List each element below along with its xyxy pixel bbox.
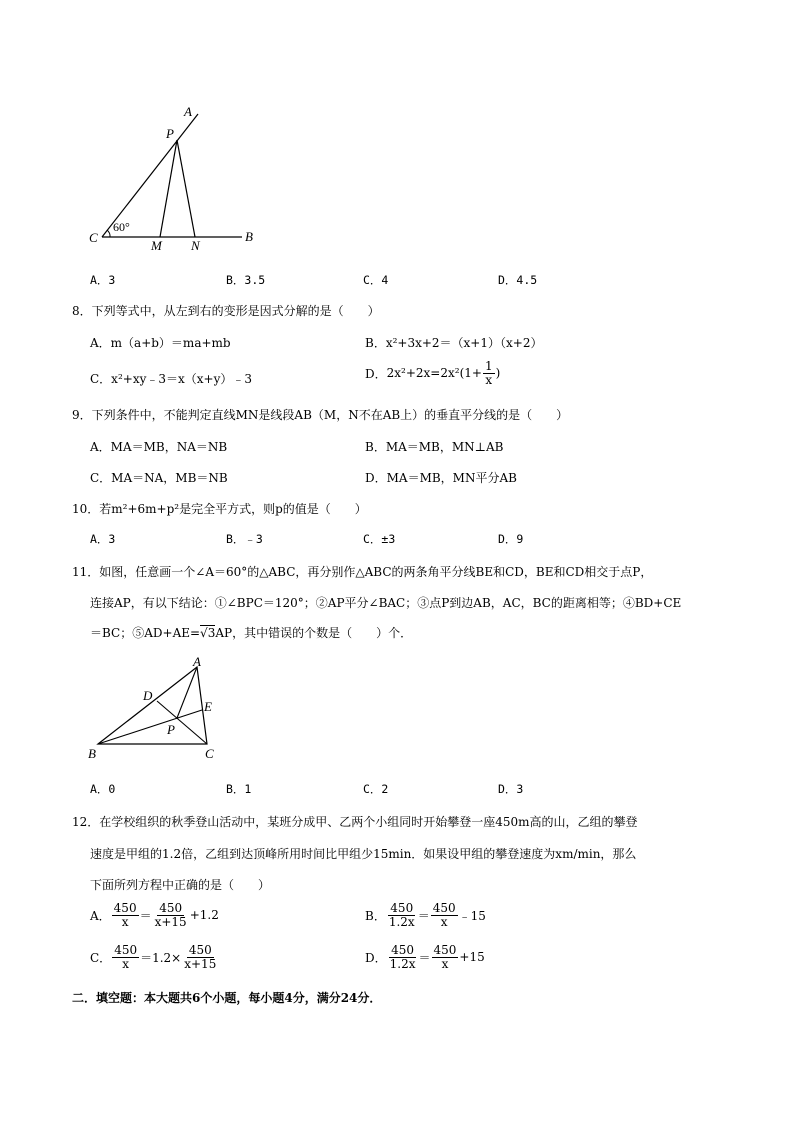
figure-angle-diagram (80, 100, 280, 260)
q11-option-a[interactable]: A．0 (90, 782, 116, 796)
q8-option-d-expr: 2x²+2x=2x²(1+ (386, 366, 482, 381)
fraction-numerator: 450 (432, 901, 456, 915)
q11-line-2: 连接AP，有以下结论：①∠BPC＝120°；②AP平分∠BAC；③点P到边AB，AC，BC的距离相等；④BD+CE (90, 596, 682, 610)
option-label: C． (90, 950, 112, 965)
q8-option-b[interactable]: B．x²+3x+2＝（x+1）（x+2） (365, 336, 543, 350)
q8-option-a[interactable]: A．m（a+b）＝ma+mb (90, 336, 231, 350)
fraction-denominator: x (121, 914, 129, 929)
q7-option-a[interactable]: A．3 (90, 273, 116, 287)
label-b: B (245, 229, 253, 244)
q7-option-b[interactable]: B．3.5 (226, 273, 266, 287)
q12-line-2: 速度是甲组的1.2倍，乙组到达顶峰所用时间比甲组少15min．如果设甲组的攀登速度为xm/min，那么 (90, 847, 637, 861)
q11-line-3-end: AP，其中错误的个数是（ ）个． (215, 626, 413, 640)
label-m: M (151, 238, 162, 253)
fraction-left (112, 944, 139, 970)
q7-option-c[interactable]: C．4 (363, 273, 389, 287)
fraction-numerator: 450 (391, 943, 414, 957)
label-p: P (166, 126, 174, 141)
option-label: D． (365, 950, 387, 965)
option-tail: +15 (459, 950, 485, 965)
q12-option-b[interactable] (365, 902, 486, 928)
q7-option-d[interactable]: D．4.5 (498, 273, 538, 287)
q8-option-d[interactable] (365, 360, 500, 386)
fraction-left (388, 944, 418, 970)
fraction-denominator: x+15 (154, 914, 187, 929)
section-2-heading: 二．填空题：本大题共6个小题，每小题4分，满分24分． (72, 991, 382, 1005)
label-angle-60: 60° (113, 220, 130, 234)
angle-arc (107, 230, 110, 237)
q11-option-b[interactable]: B．1 (226, 782, 252, 796)
q10-option-d[interactable]: D．9 (498, 532, 524, 546)
fraction-numerator: 450 (188, 943, 212, 957)
fraction-denominator: 1.2x (388, 914, 415, 929)
q10-option-b[interactable]: B．﹣3 (226, 532, 263, 546)
fraction-left (112, 902, 139, 928)
fraction-numerator: 450 (159, 901, 183, 915)
q9-stem: 9．下列条件中，不能判定直线MN是线段AB（M，N不在AB上）的垂直平分线的是（ ） (72, 408, 569, 422)
fraction-right (431, 902, 458, 928)
fraction-denominator: x (441, 956, 449, 971)
q9-option-c[interactable]: C．MA＝NA，MB＝NB (90, 471, 228, 485)
fraction-denominator: x (485, 372, 493, 387)
q9-option-d[interactable]: D．MA＝MB，MN平分AB (365, 471, 517, 485)
equals-sign: ＝ (417, 908, 430, 923)
fraction-numerator: 450 (433, 943, 457, 957)
label-p: P (167, 722, 175, 737)
q12-line-1: 12．在学校组织的秋季登山活动中，某班分成甲、乙两个小组同时开始攀登一座450m高的山，乙组的攀登 (72, 815, 638, 829)
fraction-right (432, 944, 459, 970)
q8-option-c[interactable]: C．x²+xy﹣3＝x（x+y）﹣3 (90, 372, 253, 386)
q10-stem: 10．若m²+6m+p²是完全平方式，则p的值是（ ） (72, 502, 367, 516)
q8-stem: 8．下列等式中，从左到右的变形是因式分解的是（ ） (72, 304, 380, 318)
q11-line-1: 11．如图，任意画一个∠A＝60°的△ABC，再分别作△ABC的两条角平分线BE和CD，BE和CD相交于点P， (72, 565, 653, 579)
equals-sign: ＝ (418, 950, 431, 965)
fraction-numerator: 450 (114, 943, 138, 957)
label-d: D (143, 688, 153, 703)
q11-line-3-start: ＝BC；⑤AD+AE= (90, 626, 201, 640)
q10-option-a[interactable]: A．3 (90, 532, 116, 546)
q12-option-c[interactable] (90, 944, 219, 970)
segment-pm (160, 140, 177, 237)
q8-option-d-label: D． (365, 366, 387, 381)
option-tail: +1.2 (189, 908, 219, 923)
fraction-numerator: 1 (484, 359, 493, 373)
option-label: B． (365, 908, 386, 923)
equals-sign: ＝ (139, 908, 152, 923)
q9-option-a[interactable]: A．MA＝MB，NA＝NB (90, 440, 228, 454)
fraction-right (153, 902, 189, 928)
label-a: A (193, 654, 201, 669)
q11-line-3 (90, 624, 412, 641)
q12-option-d[interactable] (365, 944, 485, 970)
fraction-denominator: x+15 (184, 956, 217, 971)
label-a: A (184, 104, 192, 119)
q10-option-c[interactable]: C．±3 (363, 532, 396, 546)
q12-option-a[interactable] (90, 902, 219, 928)
fraction-left (387, 902, 417, 928)
label-b: B (88, 746, 96, 761)
sqrt-3: √3 (200, 626, 216, 640)
option-tail: ﹣15 (458, 908, 486, 923)
label-n: N (191, 238, 200, 253)
fraction-right (182, 944, 218, 970)
fraction-numerator: 450 (390, 901, 414, 915)
label-c: C (89, 230, 98, 245)
fraction-denominator: x (440, 914, 448, 929)
fraction-denominator: 1.2x (389, 956, 416, 971)
q9-option-b[interactable]: B．MA＝MB，MN⊥AB (365, 440, 504, 454)
label-e: E (204, 699, 212, 714)
q11-option-c[interactable]: C．2 (363, 782, 389, 796)
q11-option-d[interactable]: D．3 (498, 782, 524, 796)
figure-triangle-diagram (85, 652, 235, 767)
q12-line-3: 下面所列方程中正确的是（ ） (90, 878, 271, 892)
fraction-denominator: x (122, 956, 130, 971)
q8-option-d-fraction (483, 360, 495, 386)
option-label: A． (90, 908, 111, 923)
label-c: C (205, 746, 214, 761)
segment-pn (177, 140, 195, 237)
q8-option-d-suffix: ) (495, 366, 501, 381)
triangle-abc (98, 667, 207, 744)
fraction-numerator: 450 (113, 901, 137, 915)
equals-sign: ＝1.2× (140, 950, 182, 965)
